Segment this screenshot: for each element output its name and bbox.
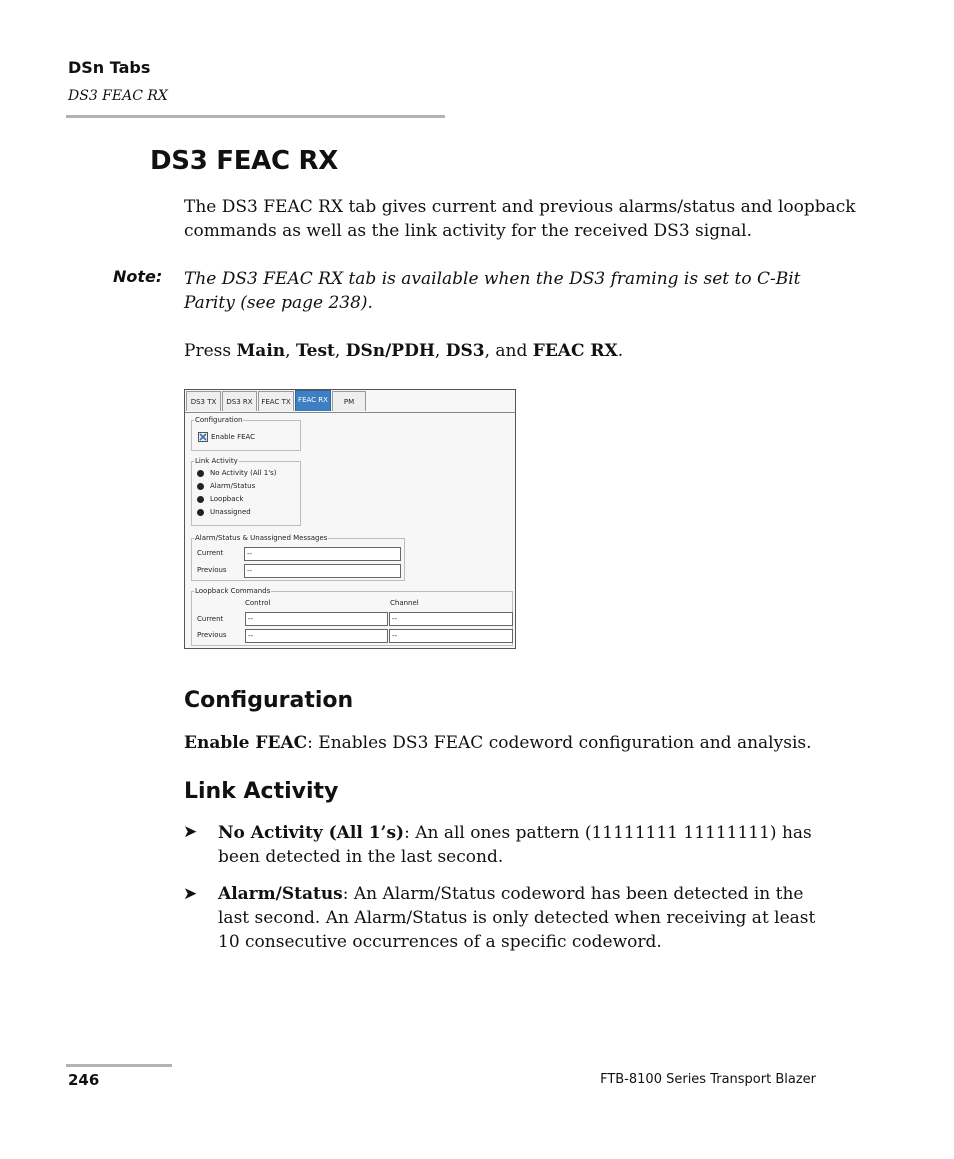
link-item-unassigned: Unassigned [210,508,251,516]
link-item-loopback: Loopback [210,495,244,503]
bullet-arrow-icon: ➤ [183,884,198,904]
press-instruction [184,339,623,363]
press-and: , and [484,341,528,361]
loopback-current-label: Current [197,615,224,623]
tab-feac-tx[interactable]: FEAC TX [258,391,294,411]
alarm-previous-field: -- [244,564,401,578]
page-title: DS3 FEAC RX [150,146,338,176]
no-activity-led-icon [197,470,204,477]
note-label: Note: [113,267,163,286]
loopback-previous-label: Previous [197,631,227,639]
footer-product: FTB-8100 Series Transport Blazer [600,1072,816,1087]
press-ds3: DS3 [445,341,485,361]
loopback-group-label: Loopback Commands [195,587,271,595]
alarm-current-field: -- [244,547,401,561]
tab-feac-rx[interactable]: FEAC RX [295,390,331,411]
press-sep: , [434,341,441,361]
loopback-previous-channel: -- [389,629,513,643]
configuration-group [191,416,301,451]
bullet-alarm-status [218,882,828,954]
link-item-alarm-status: Alarm/Status [210,482,256,490]
loopback-current-control: -- [245,612,388,626]
press-sep: , [285,341,291,361]
loopback-led-icon [197,496,204,503]
bullet-no-activity [218,821,828,869]
tab-ds3-tx[interactable]: DS3 TX [186,391,221,411]
page-number: 246 [68,1071,100,1089]
bullet-desc: : An Alarm/Status codeword has been detected in the last second. An Alarm/Status is only detected when receiving at least 10 consecutive occurrences of a specific codeword. [218,884,816,952]
footer-rule [66,1064,172,1067]
alarm-status-group-label: Alarm/Status & Unassigned Messages [195,534,328,542]
header-rule [66,115,445,118]
press-test: Test [295,341,335,361]
note-text: The DS3 FEAC RX tab is available when the DS3 framing is set to C-Bit Parity (see page 238). [184,269,801,313]
loopback-group [191,587,513,646]
tab-ds3-rx[interactable]: DS3 RX [222,391,257,411]
link-item-no-activity: No Activity (All 1's) [210,469,277,477]
running-header-chapter: DSn Tabs [68,58,151,77]
loopback-current-channel: -- [389,612,513,626]
configuration-heading: Configuration [184,688,354,713]
bullet-term: No Activity (All 1’s) [218,823,405,843]
configuration-group-label: Configuration [195,416,243,424]
alarm-status-led-icon [197,483,204,490]
press-word: Press [184,341,232,361]
loopback-col-channel: Channel [390,599,419,607]
enable-feac-checkbox[interactable] [198,432,208,442]
press-feac: FEAC RX [532,341,618,361]
bullet-desc: : An all ones pattern (11111111 11111111) has been detected in the last second. [218,823,812,867]
feac-rx-screenshot [184,389,516,649]
enable-feac-desc: : Enables DS3 FEAC codeword configuration and analysis. [307,733,812,753]
alarm-previous-label: Previous [197,566,227,574]
intro-paragraph: The DS3 FEAC RX tab gives current and previous alarms/status and loopback commands as well as the link activity for the received DS3 signal. [184,197,856,241]
press-main: Main [236,341,286,361]
link-activity-group [191,457,301,526]
tab-bar [185,390,515,413]
press-dsn: DSn/PDH [345,341,435,361]
bullet-term: Alarm/Status [218,884,343,904]
enable-feac-label: Enable FEAC [211,433,256,441]
alarm-status-group [191,534,405,581]
link-activity-heading: Link Activity [184,779,339,804]
press-end: . [617,341,624,361]
configuration-paragraph [184,731,812,755]
running-header-section: DS3 FEAC RX [68,88,168,104]
loopback-col-control: Control [245,599,271,607]
unassigned-led-icon [197,509,204,516]
enable-feac-term: Enable FEAC [184,733,308,753]
press-sep: , [334,341,341,361]
link-activity-group-label: Link Activity [195,457,238,465]
checkmark-x-icon [199,433,207,441]
loopback-previous-control: -- [245,629,388,643]
bullet-arrow-icon: ➤ [183,822,198,842]
alarm-current-label: Current [197,549,224,557]
tab-pm[interactable]: PM [332,391,366,411]
